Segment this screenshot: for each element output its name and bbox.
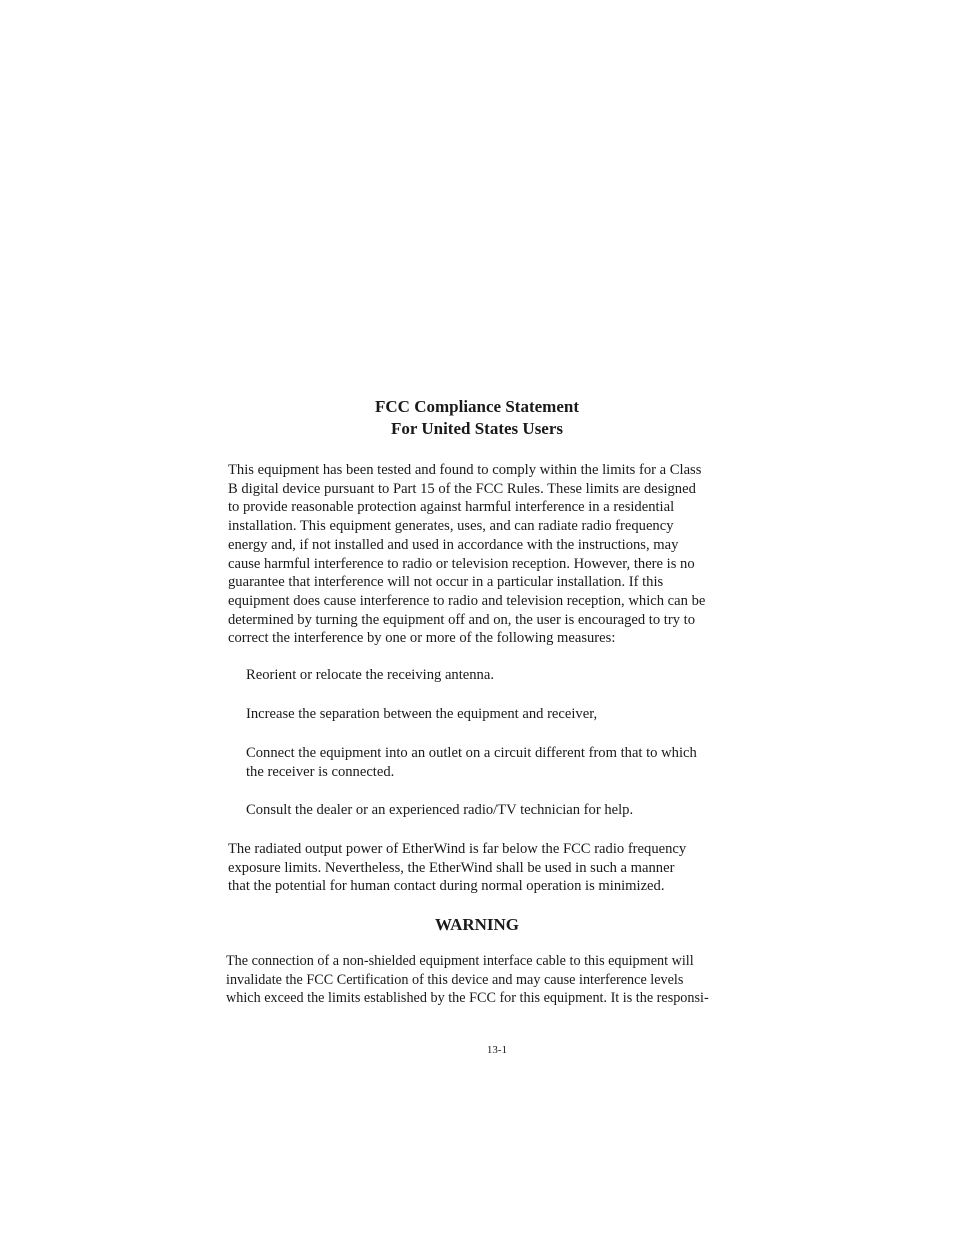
intro-paragraph: This equipment has been tested and found to comply within the limits for a Class B digital device pursuant to Part 15 of the FCC Rules. These limits are designed to provide reasonable protection against harmful interference in a residential installation. This equipment generates, uses, and can radiate radio frequency energy and, if not installed and used in accordance with the instructions, may cause harmful interference to radio or television reception. However, there is no guarantee that interference will not occur in a particular installation. If this equipment does cause interference to radio and television reception, which can be determined by turning the equipment off and on, the user is encouraged to try to correct the interference by one or more of the following measures: [228, 462, 706, 647]
radiated-power-paragraph: The radiated output power of EtherWind is far below the FCC radio frequency exposure limits. Nevertheless, the EtherWind shall be used in such a manner that the potential for human contact during normal operation is minimized. [228, 841, 687, 895]
warning-paragraph: The connection of a non-shielded equipment interface cable to this equipment will invalidate the FCC Certification of this device and may cause interference levels which exceed the limits established by the FCC for this equipment. It is the responsi- [226, 953, 709, 1007]
measure-item-consult: Consult the dealer or an experienced radio/TV technician for help. [246, 802, 634, 818]
measure-item-separation: Increase the separation between the equipment and receiver, [246, 706, 598, 722]
title-line-1: FCC Compliance Statement [375, 397, 579, 416]
page-number: 13-1 [486, 1044, 508, 1056]
measure-item-outlet: Connect the equipment into an outlet on a circuit different from that to which the receiver is connected. [246, 745, 697, 780]
title-line-2: For United States Users [390, 419, 564, 438]
warning-heading: WARNING [434, 915, 520, 934]
measure-item-reorient: Reorient or relocate the receiving antenna. [246, 667, 494, 683]
page-title [227, 396, 727, 440]
